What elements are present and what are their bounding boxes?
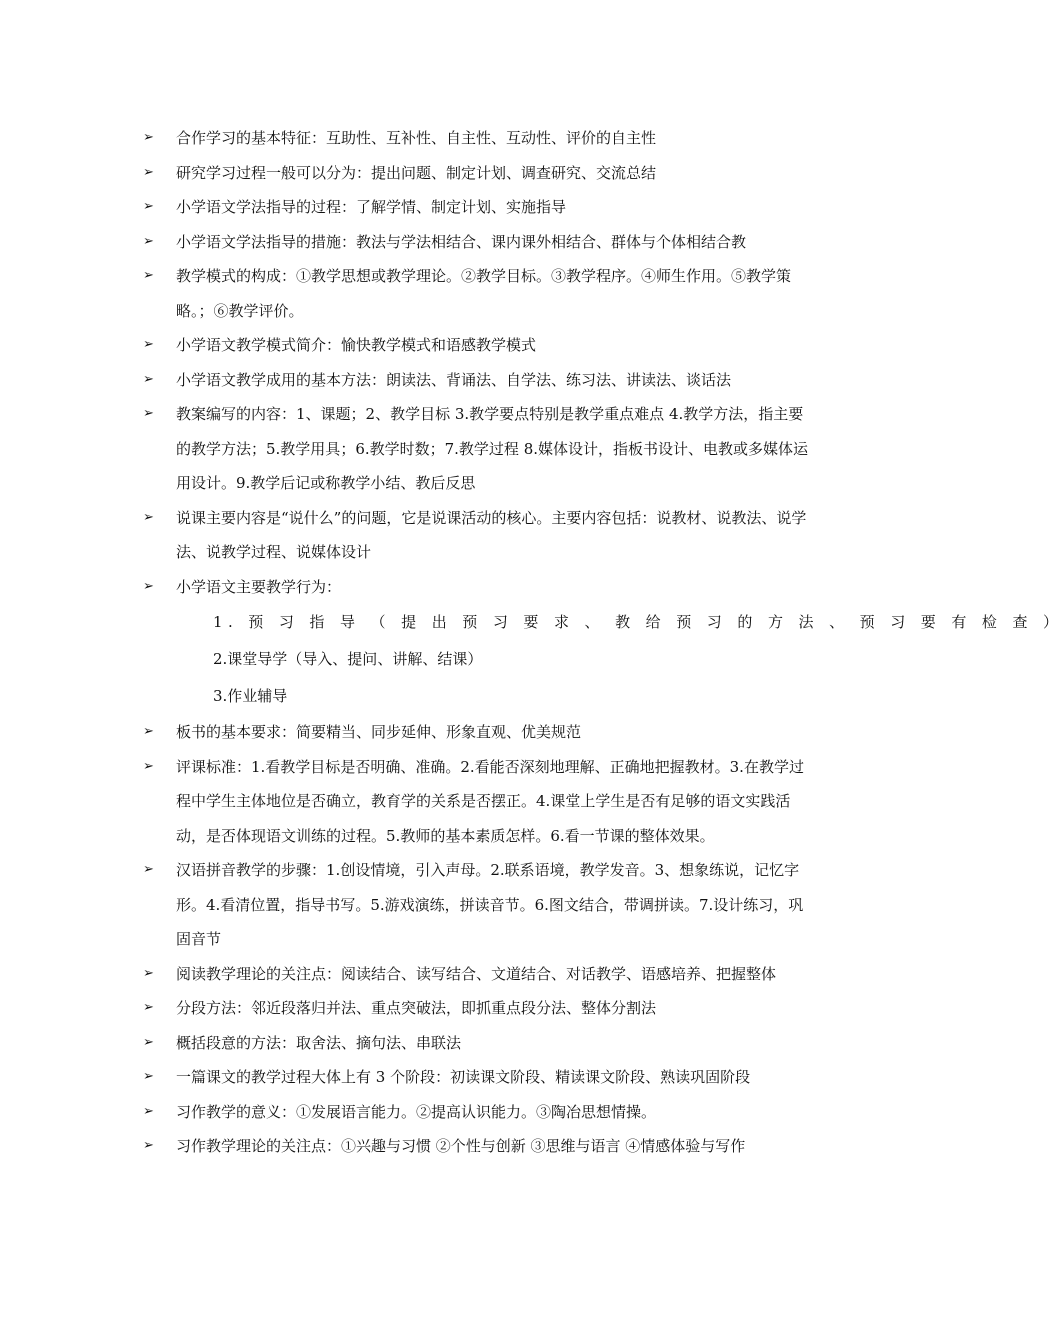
list-item: [143, 1060, 813, 1095]
list-item: [143, 156, 813, 191]
list-item: [143, 1129, 813, 1164]
sub-item-preview-guidance: 1. 预 习 指 导 （ 提 出 预 习 要 求 、 教 给 预 习 的 方 法 、 预 习 要 有 检 查 ）: [213, 613, 1063, 631]
arrow-bullet-icon: ➢: [143, 233, 154, 249]
list-item-text: 分段方法：邻近段落归并法、重点突破法，即抓重点段分法、整体分割法: [176, 999, 657, 1017]
list-item-text: 教学模式的构成：①教学思想或教学理论。②教学目标。③教学程序。④师生作用。⑤教学策略。；⑥教学评价。: [176, 267, 792, 320]
list-item-text: 小学语文学法指导的措施：教法与学法相结合、课内课外相结合、群体与个体相结合教: [176, 232, 747, 251]
arrow-bullet-icon: ➢: [143, 1069, 154, 1084]
list-item-text: 板书的基本要求：简要精当、同步延伸、形象直观、优美规范: [176, 723, 582, 741]
list-item-text: 教案编写的内容：1、课题；2、教学目标 3.教学要点特别是教学重点难点 4.教学方法，指主要的教学方法；5.教学用具；6.教学时数；7.教学过程 8.媒体设计，指板书设计、电教或多媒体运用设计。9.教学后记或称教学小结、教后反思: [176, 405, 809, 492]
list-item: [143, 1026, 813, 1061]
arrow-bullet-icon: ➢: [143, 1103, 154, 1119]
list-item-text: 研究学习过程一般可以分为：提出问题、制定计划、调查研究、交流总结: [176, 163, 657, 182]
list-item: [143, 570, 813, 605]
sub-item-classroom-guidance: 2.课堂导学（导入、提问、讲解、结课）: [213, 650, 483, 668]
arrow-bullet-icon: ➢: [143, 406, 154, 421]
list-item: [143, 225, 813, 260]
list-item: [143, 259, 813, 328]
list-item: [143, 121, 813, 156]
arrow-bullet-icon: ➢: [143, 578, 154, 594]
sub-item-homework-guidance: 3.作业辅导: [213, 687, 288, 705]
arrow-bullet-icon: ➢: [143, 268, 154, 283]
list-item-text: 一篇课文的教学过程大体上有 3 个阶段：初读课文阶段、精读课文阶段、熟读巩固阶段: [176, 1068, 751, 1086]
arrow-bullet-icon: ➢: [143, 862, 154, 877]
arrow-bullet-icon: ➢: [143, 509, 154, 525]
arrow-bullet-icon: ➢: [143, 1034, 154, 1050]
list-item-text: 概括段意的方法：取舍法、摘句法、串联法: [176, 1033, 462, 1052]
list-item-text: 小学语文教学模式简介：愉快教学模式和语感教学模式: [176, 336, 537, 354]
list-item-text: 习作教学的意义：①发展语言能力。②提高认识能力。③陶冶思想情操。: [176, 1102, 657, 1121]
arrow-bullet-icon: ➢: [143, 199, 154, 214]
arrow-bullet-icon: ➢: [143, 965, 154, 981]
list-item-text: 汉语拼音教学的步骤：1.创设情境，引入声母。2.联系语境，教学发音。3、想象练说，记忆字形。4.看清位置，指导书写。5.游戏演练，拼读音节。6.图文结合，带调拼读。7.设计练习，巩固音节: [176, 861, 804, 948]
list-item-text: 小学语文教学成用的基本方法：朗读法、背诵法、自学法、练习法、讲读法、谈话法: [176, 370, 732, 389]
arrow-bullet-icon: ➢: [143, 758, 154, 774]
list-item: [143, 715, 813, 750]
list-item-text: 小学语文学法指导的过程：了解学情、制定计划、实施指导: [176, 198, 567, 216]
list-item: [143, 190, 813, 225]
arrow-bullet-icon: ➢: [143, 371, 154, 387]
list-item: [143, 991, 813, 1026]
list-item: [143, 363, 813, 398]
list-item: [143, 1095, 813, 1130]
arrow-bullet-icon: ➢: [143, 1000, 154, 1015]
list-item: [143, 750, 813, 854]
list-item: [143, 501, 813, 570]
list-item: [143, 328, 813, 363]
arrow-bullet-icon: ➢: [143, 337, 154, 352]
list-item: [143, 853, 813, 957]
list-item-text: 阅读教学理论的关注点：阅读结合、读写结合、文道结合、对话教学、语感培养、把握整体: [176, 964, 777, 983]
arrow-bullet-icon: ➢: [143, 724, 154, 739]
arrow-bullet-icon: ➢: [143, 130, 154, 145]
bullet-list: [143, 121, 1063, 1164]
list-item-text: 习作教学理论的关注点：①兴趣与习惯 ②个性与创新 ③思维与语言 ④情感体验与写作: [176, 1137, 746, 1155]
list-item-text: 小学语文主要教学行为：: [176, 577, 342, 596]
list-item-text: 合作学习的基本特征：互助性、互补性、自主性、互动性、评价的自主性: [176, 129, 657, 147]
list-item: [143, 397, 813, 501]
list-item-text: 评课标准：1.看教学目标是否明确、准确。2.看能否深刻地理解、正确地把握教材。3.在教学过程中学生主体地位是否确立，教育学的关系是否摆正。4.课堂上学生是否有足够的语文实践活动，是否体现语文训练的过程。5.教师的基本素质怎样。6.看一节课的整体效果。: [176, 757, 804, 845]
list-item-text: 说课主要内容是“说什么”的问题，它是说课活动的核心。主要内容包括：说教材、说教法、说学法、说教学过程、说媒体设计: [176, 508, 807, 561]
arrow-bullet-icon: ➢: [143, 1138, 154, 1153]
list-item: [143, 957, 813, 992]
arrow-bullet-icon: ➢: [143, 164, 154, 180]
